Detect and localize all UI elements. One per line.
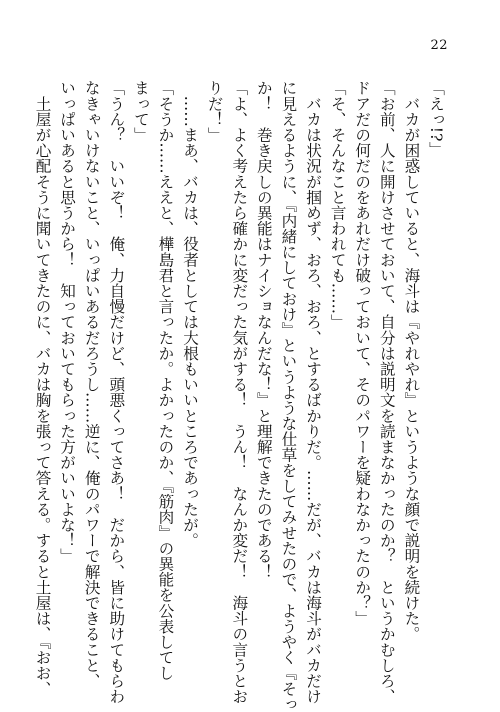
text-line: バカは状況が掴めず、おろ、おろ、とするばかりだ。……だが、バカは海斗がバカだけ [304,80,323,704]
text-line: 「お前、人に開けさせておいて、自分は説明文を読まなかったのか？ というかむしろ、 [377,80,396,704]
page-number: 22 [430,38,448,53]
text-line: 「そ、そんなこと言われても……」 [328,80,347,330]
text-line: ドアだの何だのをあれだけ破っておいて、そのパワーを疑わなかったのか？」 [353,80,372,626]
text-line: 「そうか……ええと、樺島君と言ったか。よかったのか、『筋肉』の異能を公表してし [156,80,175,681]
novel-text-block [33,80,448,712]
text-line: に見えるように、『内緒にしておけ』というような仕草をしてみせたので、ようやく『そっ [279,80,298,712]
text-line: 土屋が心配そうに聞いてきたのに、バカは胸を張って答える。すると土屋は、『おお、 [33,80,52,697]
text-line: バカが困惑していると、海斗は『やれやれ』というような顔で説明を続けた。 [402,80,421,642]
text-line: か！ 巻き戻しの異能はナイショなんだな！』と理解できたのである！ [254,80,273,580]
text-line: りだ！」 [205,80,224,143]
text-line: 「えっ!?」 [427,80,445,158]
text-line: いっぱいあると思うから！ 知っておいてもらった方がいいよな！」 [58,80,77,564]
text-line: まって」 [131,80,150,143]
text-line: ……まあ、バカは、役者としては大根もいいところであったが。 [181,80,200,548]
text-line: 「よ、よく考えたら確かに変だった気がする！ うん！ なんか変だ！ 海斗の言うとお [230,80,249,704]
text-line: 「うん？ いいぞ！ 俺、力自慢だけど、頭悪くってさあ！ だから、皆に助けてもらわ [107,80,126,704]
text-line: なきゃいけないこと、いっぱいあるだろうし……逆に、俺のパワーで解決できること、 [82,80,101,689]
